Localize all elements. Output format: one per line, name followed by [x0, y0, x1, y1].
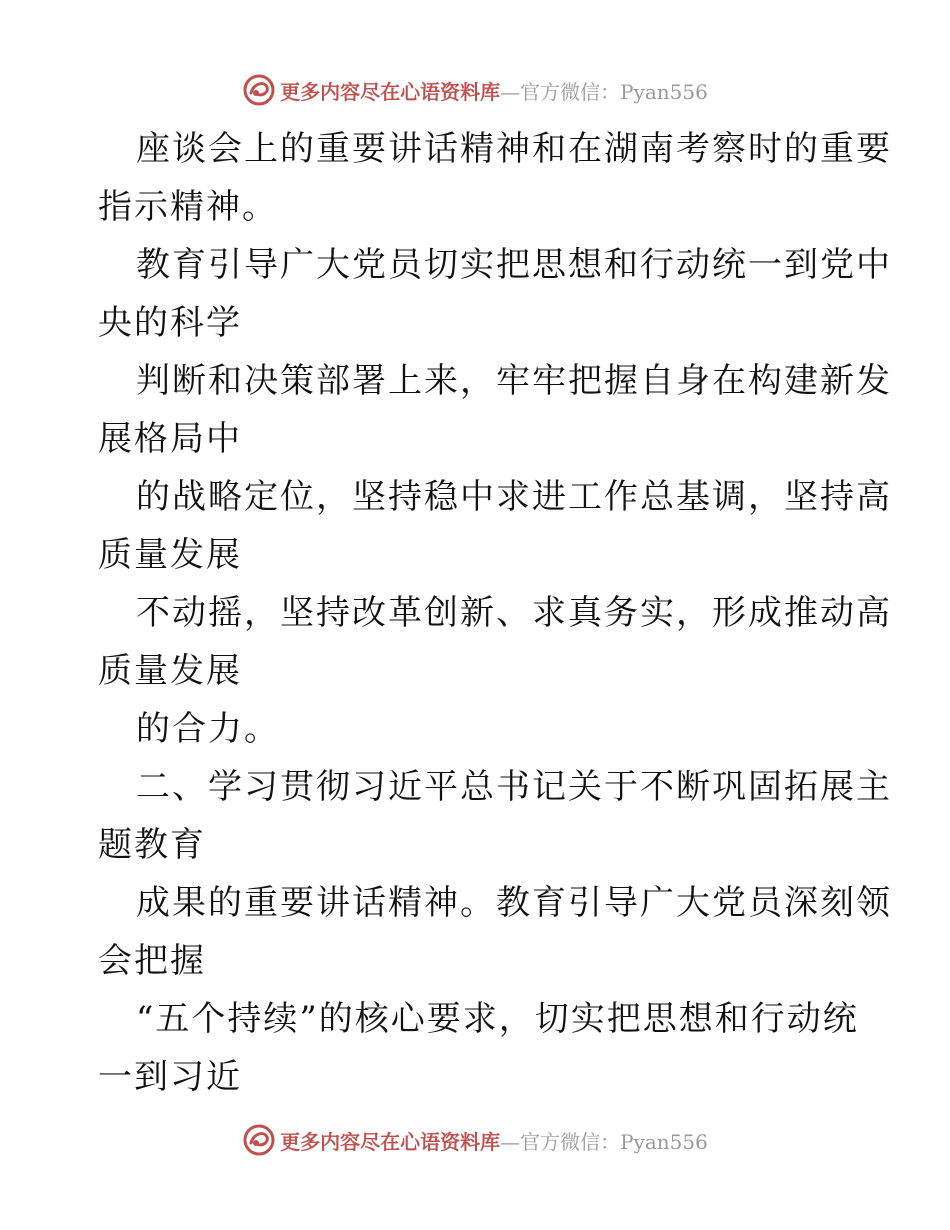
body-line: 二、学习贯彻习近平总书记关于不断巩固拓展主	[136, 767, 892, 807]
document-body	[98, 120, 892, 1106]
footer-banner	[0, 1120, 950, 1160]
body-line: 教育引导广大党员切实把思想和行动统一到党中	[136, 245, 892, 285]
red-curl-logo-icon	[242, 73, 276, 107]
body-line: 题教育	[98, 825, 206, 865]
body-line: 质量发展	[98, 651, 242, 691]
body-line: 的战略定位，坚持稳中求进工作总基调，坚持高	[136, 477, 892, 517]
banner-dash: —	[500, 79, 521, 104]
banner-suffix-text: 官方微信：Pyan556	[520, 79, 708, 104]
body-line: 的合力。	[136, 709, 280, 749]
body-line: 展格局中	[98, 419, 242, 459]
body-line: 成果的重要讲话精神。教育引导广大党员深刻领	[136, 883, 892, 923]
body-line: 座谈会上的重要讲话精神和在湖南考察时的重要	[136, 129, 892, 169]
body-line: 指示精神。	[98, 187, 278, 227]
body-line: 会把握	[98, 941, 206, 981]
body-line: “五个持续”的核心要求，切实把思想和行动统	[136, 999, 859, 1039]
body-line: 不动摇，坚持改革创新、求真务实，形成推动高	[136, 593, 892, 633]
banner-brand-text: 更多内容尽在心语资料库	[280, 1129, 501, 1154]
body-line: 一到习近	[98, 1057, 242, 1097]
header-banner	[0, 70, 950, 110]
banner-dash: —	[500, 1129, 521, 1154]
banner-brand-text: 更多内容尽在心语资料库	[280, 79, 501, 104]
body-line: 央的科学	[98, 303, 242, 343]
header-banner-text	[280, 76, 708, 105]
red-curl-logo-icon	[242, 1123, 276, 1157]
body-line: 质量发展	[98, 535, 242, 575]
footer-banner-text	[280, 1126, 708, 1155]
banner-suffix-text: 官方微信：Pyan556	[520, 1129, 708, 1154]
body-line: 判断和决策部署上来，牢牢把握自身在构建新发	[136, 361, 892, 401]
